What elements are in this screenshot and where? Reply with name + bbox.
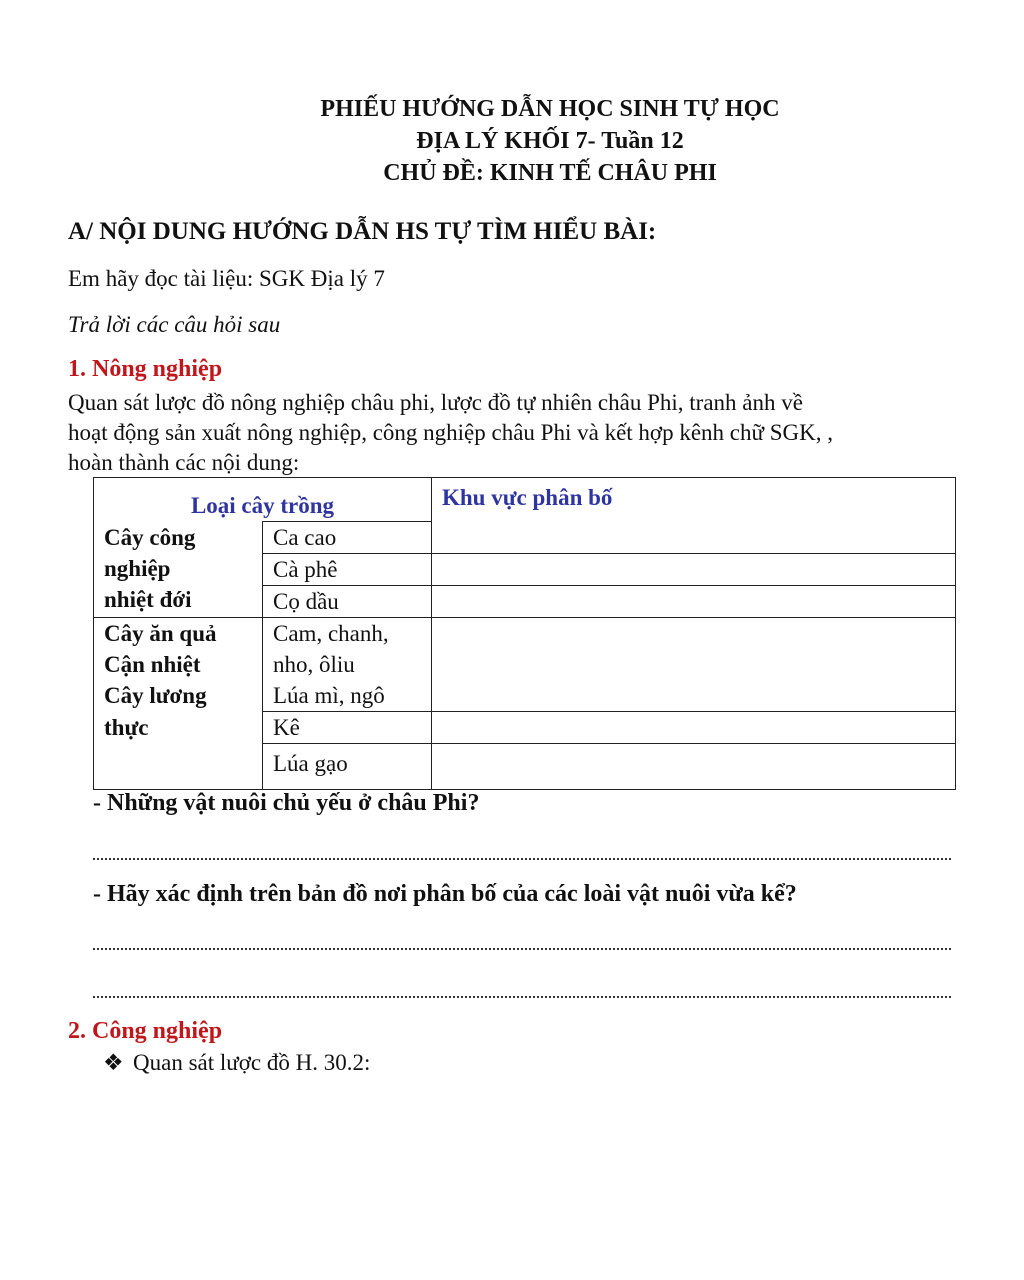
- instruction-line-1: Quan sát lược đồ nông nghiệp châu phi, lược đồ tự nhiên châu Phi, tranh ảnh về: [68, 390, 803, 415]
- answer-line[interactable]: [93, 946, 951, 950]
- industry-bullet: [103, 1050, 370, 1076]
- crop-cell: Cam, chanh, nho, ôliu Lúa mì, ngô: [263, 618, 432, 712]
- area-input-cell[interactable]: [432, 712, 956, 744]
- answer-instruction: Trả lời các câu hỏi sau: [68, 312, 281, 337]
- crop-group-grain-cont: thực: [94, 712, 263, 790]
- industry-heading: 2. Công nghiệp: [68, 1018, 223, 1044]
- area-input-cell[interactable]: [432, 744, 956, 790]
- crop-distribution-table: [93, 477, 956, 790]
- distribution-area-header: Khu vực phân bố: [432, 478, 956, 554]
- document-title: [0, 93, 1024, 189]
- livestock-question: - Những vật nuôi chủ yếu ở châu Phi?: [93, 790, 480, 816]
- industry-bullet-text: Quan sát lược đồ H. 30.2:: [133, 1050, 371, 1075]
- agriculture-instructions: [68, 388, 948, 478]
- answer-line[interactable]: [93, 994, 951, 998]
- reading-instruction: Em hãy đọc tài liệu: SGK Địa lý 7: [68, 266, 385, 291]
- crop-group-fruit-grain: Cây ăn quả Cận nhiệt Cây lương: [94, 618, 263, 712]
- area-input-cell[interactable]: [432, 618, 956, 712]
- section-a-title: A/ NỘI DUNG HƯỚNG DẪN HS TỰ TÌM HIỂU BÀI:: [68, 218, 657, 245]
- crop-cell: Cà phê: [263, 554, 432, 586]
- answer-line[interactable]: [93, 856, 951, 860]
- area-input-cell[interactable]: [432, 586, 956, 618]
- instruction-line-3: hoàn thành các nội dung:: [68, 450, 300, 475]
- title-line-2: ĐỊA LÝ KHỐI 7- Tuần 12: [416, 128, 684, 154]
- crop-cell: Lúa gạo: [263, 744, 432, 790]
- crop-type-header: Loại cây trồng: [94, 478, 432, 522]
- agriculture-heading: 1. Nông nghiệp: [68, 356, 223, 382]
- area-input-cell[interactable]: [432, 554, 956, 586]
- diamond-bullet-icon: ❖: [103, 1050, 124, 1075]
- crop-cell: Cọ dầu: [263, 586, 432, 618]
- crop-cell: Kê: [263, 712, 432, 744]
- instruction-line-2: hoạt động sản xuất nông nghiệp, công nghiệp châu Phi và kết hợp kênh chữ SGK, ,: [68, 420, 833, 445]
- title-line-3: CHỦ ĐỀ: KINH TẾ CHÂU PHI: [383, 160, 717, 186]
- crop-group-industrial: Cây công nghiệp nhiệt đới: [94, 522, 263, 618]
- crop-cell: Ca cao: [263, 522, 432, 554]
- title-line-1: PHIẾU HƯỚNG DẪN HỌC SINH TỰ HỌC: [320, 96, 780, 122]
- livestock-map-question: - Hãy xác định trên bản đồ nơi phân bố của các loài vật nuôi vừa kể?: [93, 881, 797, 907]
